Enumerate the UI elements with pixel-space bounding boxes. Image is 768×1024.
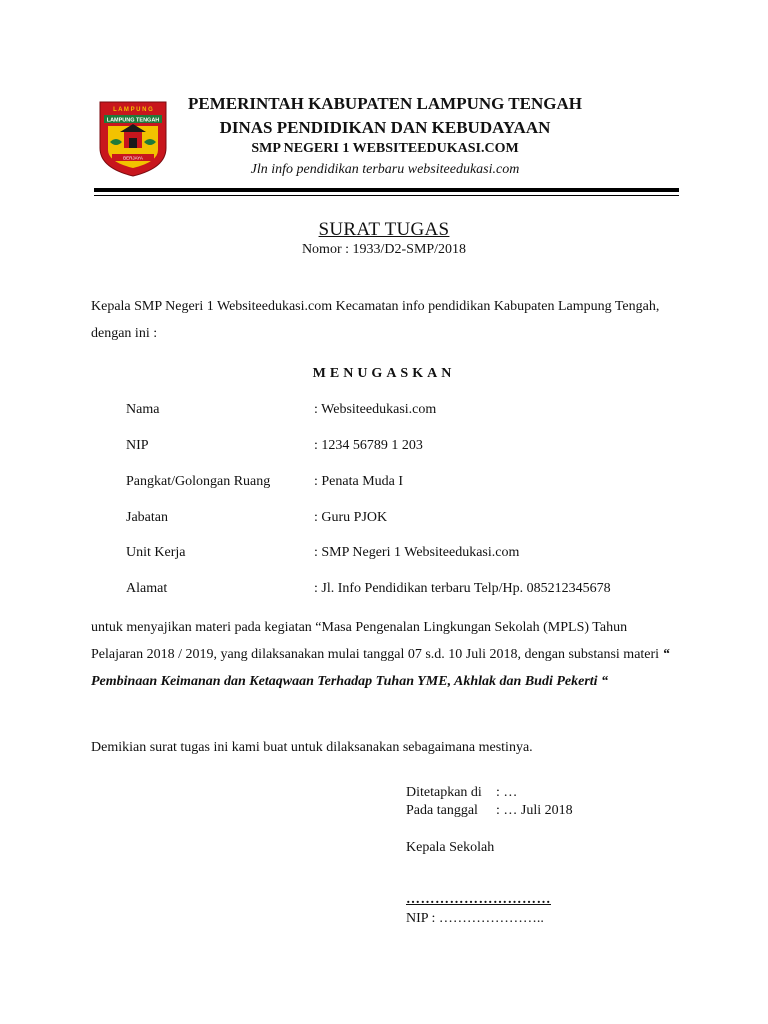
signature-place-label: Ditetapkan di: [406, 785, 482, 800]
letterhead-divider-thin: [94, 195, 679, 196]
field-label-nama: Nama: [126, 402, 160, 417]
assignment-body: [91, 614, 681, 695]
field-value-alamat: : Jl. Info Pendidikan terbaru Telp/Hp. 085212345678: [314, 581, 611, 596]
svg-text:L A M P U N G: L A M P U N G: [113, 107, 153, 113]
letterhead-address: Jln info pendidikan terbaru websiteedukasi.com: [250, 162, 520, 177]
letterhead-department: DINAS PENDIDIKAN DAN KEBUDAYAAN: [219, 118, 551, 137]
signature-nip: NIP : …………………..: [406, 911, 544, 926]
letterhead-school: SMP NEGERI 1 WEBSITEEDUKASI.COM: [251, 141, 519, 156]
field-value-pangkat: : Penata Muda I: [314, 474, 404, 489]
lampung-tengah-coat-of-arms-logo: [96, 96, 170, 178]
field-label-unit-kerja: Unit Kerja: [126, 545, 186, 560]
assignment-body-text: untuk menyajikan materi pada kegiatan “Masa Pengenalan Lingkungan Sekolah (MPLS) Tahun Pelajaran 2018 / 2019, yang dilaksanakan mulai tanggal 07 s.d. 10 Juli 2018, dengan substansi materi: [91, 620, 663, 662]
letterhead-government: PEMERINTAH KABUPATEN LAMPUNG TENGAH: [187, 94, 582, 113]
field-value-nama: : Websiteedukasi.com: [314, 402, 437, 417]
opening-paragraph: Kepala SMP Negeri 1 Websiteedukasi.com Kecamatan info pendidikan Kabupaten Lampung Tengah, dengan ini :: [91, 299, 660, 341]
closing-paragraph: Demikian surat tugas ini kami buat untuk dilaksanakan sebagaimana mestinya.: [91, 740, 533, 755]
signature-date: [406, 803, 573, 819]
field-label-nip: NIP: [126, 438, 149, 453]
signature-place: [406, 785, 517, 801]
field-label-alamat: Alamat: [126, 581, 168, 596]
signature-place-value: : …: [496, 785, 518, 800]
logo-text: LAMPUNG TENGAH: [106, 117, 160, 124]
signature-date-value: : … Juli 2018: [496, 803, 573, 818]
assignment-heading: MENUGASKAN: [312, 366, 456, 381]
signature-date-label: Pada tanggal: [406, 803, 478, 818]
field-value-nip: : 1234 56789 1 203: [314, 438, 423, 453]
letterhead-divider-thick: [94, 188, 679, 192]
document-number: Nomor : 1933/D2-SMP/2018: [301, 242, 467, 257]
field-value-jabatan: : Guru PJOK: [314, 510, 388, 525]
field-label-jabatan: Jabatan: [126, 510, 168, 525]
signature-name-placeholder: …………………………: [406, 892, 551, 907]
document-title: SURAT TUGAS: [318, 219, 450, 240]
signature-position: Kepala Sekolah: [406, 840, 495, 855]
field-value-unit-kerja: : SMP Negeri 1 Websiteedukasi.com: [314, 545, 520, 560]
svg-text:BERJAYA: BERJAYA: [123, 155, 143, 161]
assignment-subject: “ Pembinaan Keimanan dan Ketaqwaan Terhadap Tuhan YME, Akhlak dan Budi Pekerti “: [91, 647, 670, 689]
field-label-pangkat: Pangkat/Golongan Ruang: [126, 474, 271, 489]
